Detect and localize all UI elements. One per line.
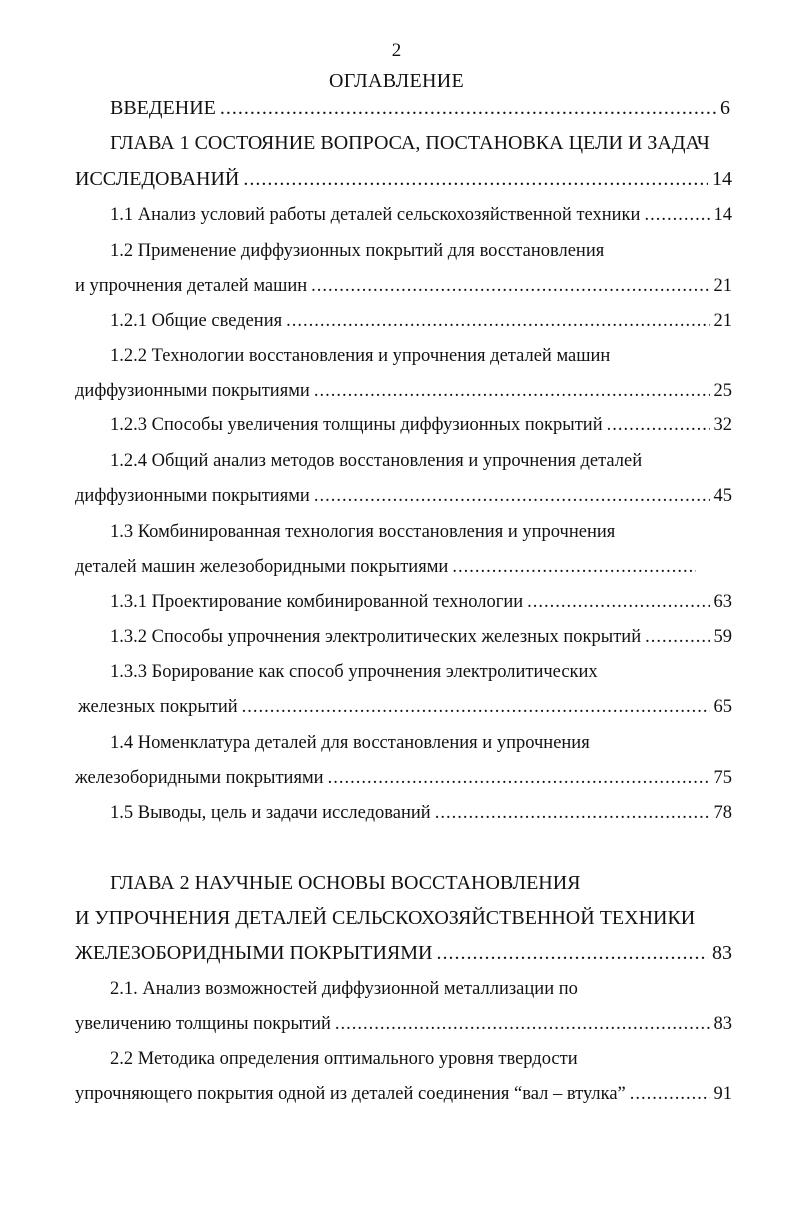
toc-entry-page: 14 [713, 205, 732, 225]
toc-entry-1-2-3[interactable] [110, 413, 732, 437]
toc-entry-1-2[interactable] [75, 274, 732, 298]
toc-entry-label: 1.1 Анализ условий работы деталей сельскохозяйственной техники [110, 205, 641, 225]
toc-leader-dots [314, 379, 710, 403]
toc-entry-1-4[interactable] [75, 766, 732, 790]
toc-entry-label: железоборидными покрытиями [75, 768, 324, 788]
toc-chapter2-line1[interactable]: ГЛАВА 2 НАУЧНЫЕ ОСНОВЫ ВОССТАНОВЛЕНИЯ [110, 872, 581, 894]
toc-entry-page: 25 [713, 381, 732, 401]
toc-entry-label: 1.3.1 Проектирование комбинированной технологии [110, 592, 524, 612]
toc-leader-dots [314, 484, 710, 508]
toc-leader-dots [328, 766, 710, 790]
toc-entry-1-3-1[interactable] [110, 590, 732, 614]
toc-leader-dots [435, 801, 710, 825]
toc-entry-1-5[interactable] [110, 801, 732, 825]
toc-entry-page: 14 [712, 168, 732, 190]
toc-entry-label: 1.2.1 Общие сведения [110, 311, 283, 331]
toc-entry-page: 83 [713, 1014, 732, 1034]
toc-leader-dots [645, 625, 709, 649]
toc-entry-page: 21 [713, 311, 732, 331]
toc-entry-label: деталей машин железоборидными покрытиями [75, 557, 449, 577]
page-title: ОГЛАВЛЕНИЕ [329, 70, 464, 92]
toc-entry-label: увеличению толщины покрытий [75, 1014, 331, 1034]
toc-entry-label: 1.2.3 Способы увеличения толщины диффузионных покрытий [110, 415, 603, 435]
toc-entry-page: 75 [713, 768, 732, 788]
toc-entry-1-2-1[interactable] [110, 309, 732, 333]
toc-entry-1-2-4[interactable] [75, 484, 732, 508]
toc-entry-label: железных покрытий [78, 697, 238, 717]
toc-entry-1-4-line1[interactable]: 1.4 Номенклатура деталей для восстановления и упрочнения [110, 733, 590, 753]
toc-entry-label: диффузионными покрытиями [75, 381, 310, 401]
page-number: 2 [391, 40, 402, 61]
toc-entry-page: 65 [713, 697, 732, 717]
toc-leader-dots [452, 555, 696, 579]
toc-entry-1-2-line1[interactable]: 1.2 Применение диффузионных покрытий для восстановления [110, 241, 605, 261]
toc-entry-label: ЖЕЛЕЗОБОРИДНЫМИ ПОКРЫТИЯМИ [75, 942, 433, 964]
toc-leader-dots [220, 96, 716, 120]
toc-entry-1-3-line1[interactable]: 1.3 Комбинированная технология восстановления и упрочнения [110, 522, 616, 542]
toc-entry-page: 45 [713, 486, 732, 506]
toc-leader-dots [607, 413, 710, 437]
toc-leader-dots [644, 203, 709, 227]
toc-leader-dots [335, 1012, 710, 1036]
toc-entry-label: 1.3.2 Способы упрочнения электролитических железных покрытий [110, 627, 642, 647]
toc-entry-1-3[interactable] [75, 555, 700, 579]
toc-leader-dots [242, 695, 710, 719]
toc-entry-ch1[interactable] [75, 167, 732, 191]
toc-chapter1-line1[interactable]: ГЛАВА 1 СОСТОЯНИЕ ВОПРОСА, ПОСТАНОВКА ЦЕЛИ И ЗАДАЧ [110, 132, 710, 154]
toc-entry-page: 6 [720, 97, 730, 119]
toc-entry-2-1[interactable] [75, 1012, 732, 1036]
toc-leader-dots [437, 941, 709, 965]
toc-entry-page: 21 [713, 276, 732, 296]
toc-entry-page: 78 [713, 803, 732, 823]
toc-entry-page: 83 [712, 942, 732, 964]
toc-entry-label: ВВЕДЕНИЕ [110, 97, 216, 119]
toc-entry-label: и упрочнения деталей машин [75, 276, 308, 296]
toc-entry-1-2-4-line1[interactable]: 1.2.4 Общий анализ методов восстановления и упрочнения деталей [110, 451, 643, 471]
toc-entry-page: 63 [713, 592, 732, 612]
toc-leader-dots [311, 274, 709, 298]
toc-entry-label: диффузионными покрытиями [75, 486, 310, 506]
toc-chapter2-line2[interactable]: И УПРОЧНЕНИЯ ДЕТАЛЕЙ СЕЛЬСКОХОЗЯЙСТВЕННОЙ ТЕХНИКИ [75, 907, 696, 929]
toc-entry-2-1-line1[interactable]: 2.1. Анализ возможностей диффузионной металлизации по [110, 979, 578, 999]
toc-entry-page: 59 [713, 627, 732, 647]
toc-entry-label: ИССЛЕДОВАНИЙ [75, 168, 240, 190]
toc-entry-1-2-2-line1[interactable]: 1.2.2 Технологии восстановления и упрочнения деталей машин [110, 346, 611, 366]
toc-entry-1-3-2[interactable] [110, 625, 732, 649]
toc-entry-page: 32 [713, 415, 732, 435]
toc-entry-page: 91 [713, 1084, 732, 1104]
toc-entry-2-2[interactable] [75, 1082, 732, 1106]
toc-entry-label: упрочняющего покрытия одной из деталей соединения “вал – втулка” [75, 1084, 626, 1104]
toc-leader-dots [286, 309, 709, 333]
toc-entry-1-1[interactable] [110, 203, 732, 227]
toc-entry-label: 1.5 Выводы, цель и задачи исследований [110, 803, 431, 823]
toc-leader-dots [630, 1082, 710, 1106]
toc-entry-intro[interactable] [110, 96, 730, 120]
toc-entry-2-2-line1[interactable]: 2.2 Методика определения оптимального уровня твердости [110, 1049, 578, 1069]
toc-entry-1-3-3-line1[interactable]: 1.3.3 Борирование как способ упрочнения электролитических [110, 662, 598, 682]
toc-entry-ch2[interactable] [75, 941, 732, 965]
toc-leader-dots [527, 590, 709, 614]
toc-entry-1-3-3[interactable] [78, 695, 732, 719]
toc-leader-dots [243, 167, 708, 191]
toc-entry-1-2-2[interactable] [75, 379, 732, 403]
